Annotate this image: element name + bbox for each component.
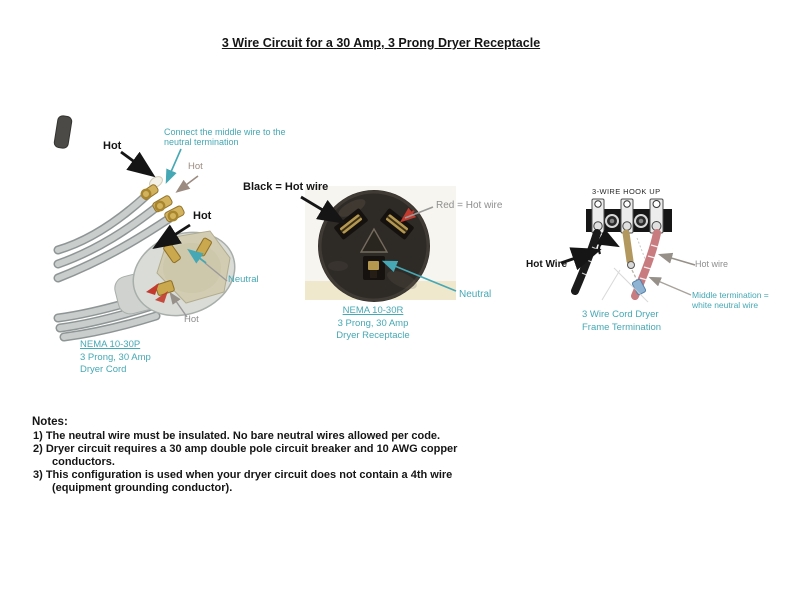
- black-hot-wire-label: Black = Hot wire: [243, 181, 329, 193]
- cord-caption-line1: NEMA 10-30P: [80, 339, 141, 350]
- neutral-label-cord: Neutral: [228, 274, 259, 285]
- hot-top-arrow: [121, 152, 151, 174]
- note-item: 3) This configuration is used when your dryer circuit does not contain a 4th wire (equipment grounding conductor).: [33, 469, 453, 494]
- receptacle-illustration: [305, 186, 456, 302]
- receptacle-caption: [305, 305, 441, 343]
- cord-caption-line2: 3 Prong, 30 Amp: [80, 351, 151, 363]
- hot-wire-label-left: Hot Wire: [526, 259, 568, 270]
- neutral-slot: [363, 256, 385, 280]
- connect-note-line2: neutral termination: [164, 137, 239, 148]
- middle-termination-leader: [651, 278, 691, 295]
- hot-label-upper: Hot: [188, 161, 203, 172]
- middle-termination-line2: white neutral wire: [692, 299, 759, 310]
- receptacle-caption-line2: 3 Prong, 30 Amp: [337, 317, 409, 329]
- dryer-cord-illustration: [54, 115, 247, 337]
- notes-section: [32, 416, 494, 495]
- receptacle-caption-line3: Dryer Receptacle: [336, 330, 410, 341]
- connect-middle-wire-note: [164, 127, 286, 148]
- connect-note-arrow: [167, 149, 181, 181]
- hookup-heading: 3-WIRE HOOK UP: [592, 187, 661, 196]
- hookup-caption: [582, 309, 661, 334]
- cord-caption-line3: Dryer Cord: [80, 364, 127, 375]
- terminal-block-illustration: [575, 199, 672, 302]
- plug-body: [112, 219, 246, 330]
- cord-caption: [80, 339, 151, 377]
- hot-wire-label-right: Hot wire: [695, 259, 729, 269]
- hookup-caption-line2: Frame Termination: [582, 321, 662, 333]
- notes-heading: Notes:: [32, 416, 68, 428]
- hot-wire-right-arrow: [661, 255, 695, 265]
- middle-termination-label: [692, 291, 769, 311]
- hot-upper-arrow: [178, 176, 198, 191]
- middle-termination-line1: Middle termination =: [692, 290, 769, 300]
- hot-label-bottom: Hot: [184, 314, 199, 325]
- note-item: 2) Dryer circuit requires a 30 amp double pole circuit breaker and 10 AWG copper conductors.: [33, 443, 458, 468]
- middle-termination-curved-arrow: [599, 242, 616, 254]
- connect-note-line1: Connect the middle wire to the: [164, 127, 286, 137]
- hot-label-top: Hot: [103, 140, 122, 152]
- neutral-wire: [626, 233, 630, 261]
- black-wire: [575, 233, 597, 291]
- hot-label-plug: Hot: [193, 210, 212, 222]
- red-hot-wire-label: Red = Hot wire: [436, 200, 503, 211]
- receptacle-caption-line1: NEMA 10-30R: [342, 305, 404, 316]
- note-item: 1) The neutral wire must be insulated. No bare neutral wires allowed per code.: [33, 430, 441, 442]
- page-title: 3 Wire Circuit for a 30 Amp, 3 Prong Dryer Receptacle: [221, 36, 541, 50]
- neutral-label-receptacle: Neutral: [459, 289, 492, 300]
- hookup-caption-line1: 3 Wire Cord Dryer: [582, 309, 659, 320]
